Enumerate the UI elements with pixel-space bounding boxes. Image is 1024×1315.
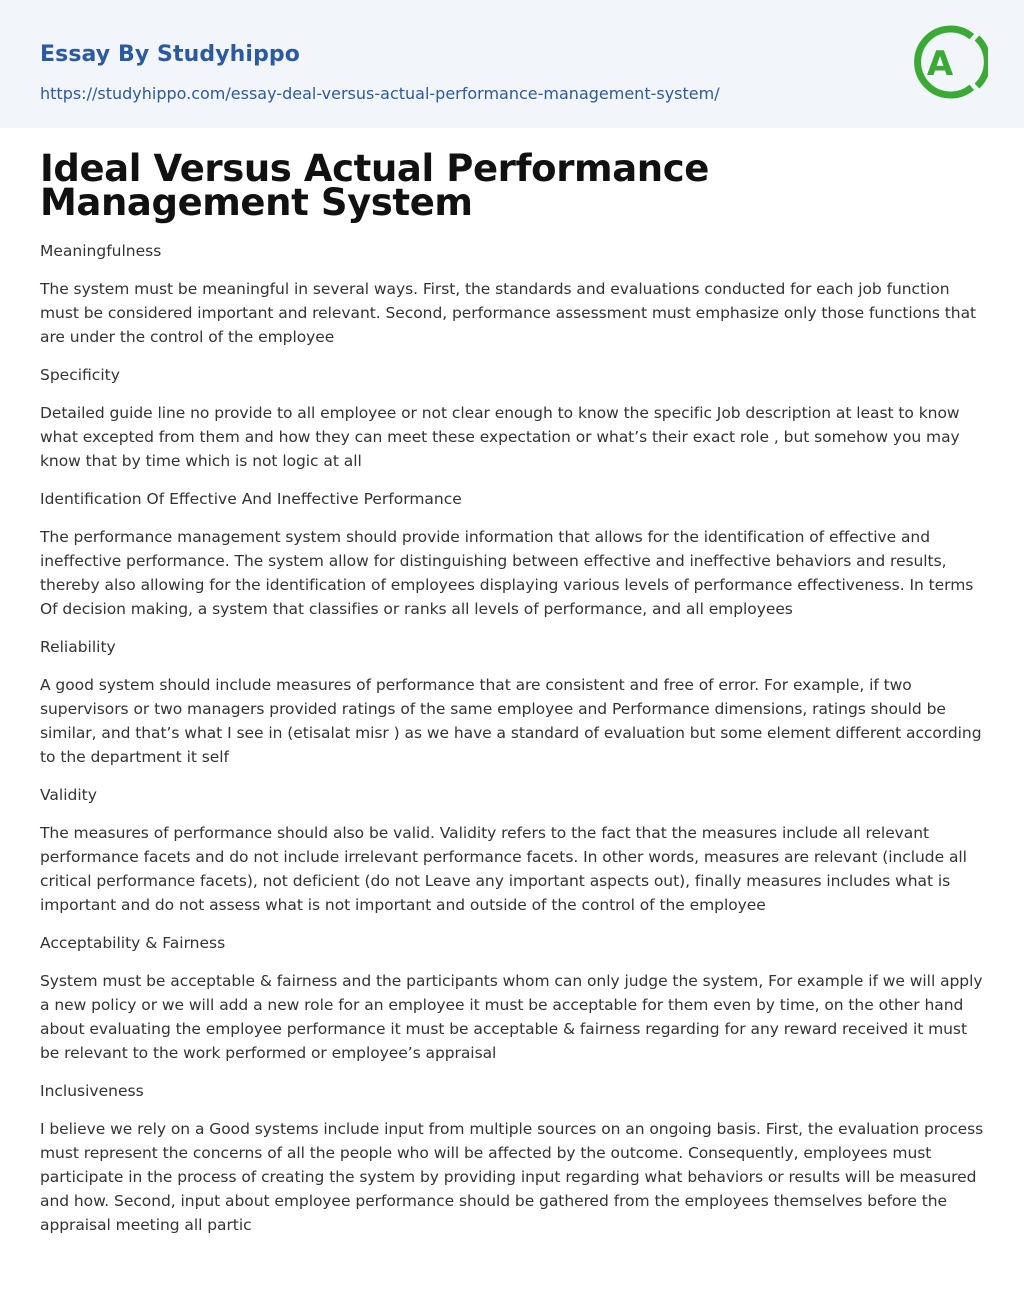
site-header	[0, 0, 1024, 128]
section-paragraph: The measures of performance should also be valid. Validity refers to the fact that the measures include all relevant performance facets and do not include irrelevant performance facets. In other words, measures are relevant (include all critical performance facets), not deficient (do not Leave any important aspects out), finally measures includes what is important and do not assess what is not important and outside of the control of the employee	[40, 824, 967, 914]
section-heading: Identification Of Effective And Ineffective Performance	[40, 490, 462, 508]
brand-name[interactable]: Essay By Studyhippo	[40, 42, 300, 67]
section-heading: Meaningfulness	[40, 242, 162, 260]
section-heading: Inclusiveness	[40, 1082, 144, 1100]
section-acceptability-fairness	[40, 932, 984, 1065]
section-paragraph: System must be acceptable & fairness and the participants whom can only judge the system, For example if we will apply a new policy or we will add a new role for an employee it must be acceptable for them even by time, on the other hand about evaluating the employee performance it must be acceptable & fairness regarding for any reward received it must be relevant to the work performed or employee’s appraisal	[40, 972, 983, 1062]
section-paragraph: The performance management system should provide information that allows for the identification of effective and ineffective performance. The system allow for distinguishing between effective and ineffective behaviors and results, thereby also allowing for the identification of employees displaying various levels of performance effectiveness. In terms Of decision making, a system that classifies or ranks all levels of performance, and all employees	[40, 528, 974, 618]
section-reliability	[40, 636, 984, 769]
logo-letter: A	[926, 44, 954, 84]
article	[40, 147, 984, 1252]
section-paragraph: A good system should include measures of performance that are consistent and free of error. For example, if two supervisors or two managers provided ratings of the same employee and Performance dimensions, ratings should be similar, and that’s what I see in (etisalat misr ) as we have a standard of evaluation but some element different according to the department it self	[40, 676, 982, 766]
section-validity	[40, 784, 984, 917]
section-identification	[40, 488, 984, 621]
section-heading: Reliability	[40, 638, 116, 656]
section-heading: Acceptability & Fairness	[40, 934, 226, 952]
section-heading: Validity	[40, 786, 97, 804]
section-paragraph: I believe we rely on a Good systems include input from multiple sources on an ongoing basis. First, the evaluation process must represent the concerns of all the people who will be affected by the outcome. Consequently, employees must participate in the process of creating the system by providing input regarding what behaviors or results will be measured and how. Second, input about employee performance should be gathered from the employees themselves before the appraisal meeting all partic	[40, 1120, 984, 1234]
section-paragraph: Detailed guide line no provide to all employee or not clear enough to know the specific Job description at least to know what excepted from them and how they can meet these expectation or what’s their exact role , but somehow you may know that by time which is not logic at all	[40, 404, 960, 470]
section-meaningfulness	[40, 240, 984, 349]
page-title: Ideal Versus Actual Performance Management System	[40, 147, 709, 224]
section-inclusiveness	[40, 1080, 984, 1237]
source-url-link[interactable]: https://studyhippo.com/essay-deal-versus-actual-performance-management-system/	[40, 84, 720, 103]
studyhippo-logo-icon[interactable]	[910, 18, 988, 106]
section-specificity	[40, 364, 984, 473]
section-paragraph: The system must be meaningful in several ways. First, the standards and evaluations conducted for each job function must be considered important and relevant. Second, performance assessment must emphasize only those functions that are under the control of the employee	[40, 280, 977, 346]
section-heading: Specificity	[40, 366, 120, 384]
